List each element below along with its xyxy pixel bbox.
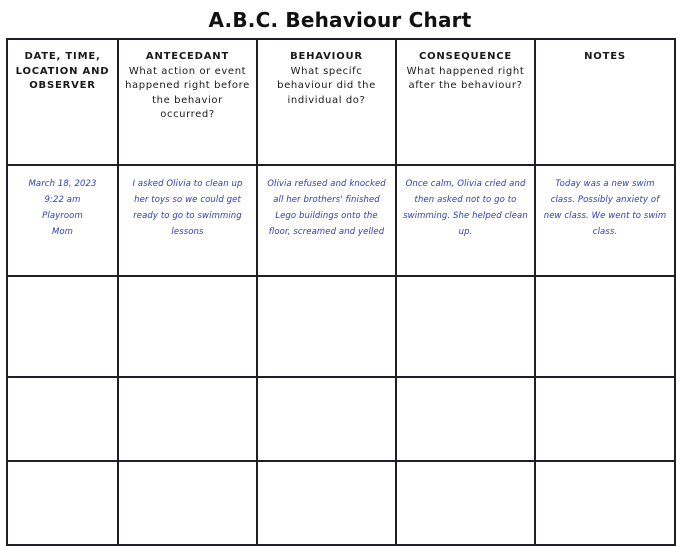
entry-consequence[interactable]	[396, 165, 535, 276]
blank-cell[interactable]	[257, 276, 396, 377]
column-title: NOTES	[584, 51, 626, 62]
page-title: A.B.C. Behaviour Chart	[208, 8, 472, 32]
blank-cell[interactable]	[396, 461, 535, 545]
column-subtitle: What happened right after the behaviour?	[406, 65, 525, 91]
header-date-time-location-observer	[7, 39, 118, 165]
blank-cell[interactable]	[118, 377, 257, 461]
blank-cell[interactable]	[535, 461, 675, 545]
blank-cell[interactable]	[257, 377, 396, 461]
header-row	[7, 39, 675, 165]
column-subtitle: What action or event happened right before the behavior occurred?	[125, 65, 250, 120]
blank-cell[interactable]	[7, 276, 118, 377]
blank-cell[interactable]	[257, 461, 396, 545]
table-row	[7, 461, 675, 545]
entry-notes-text: Today was a new swim class. Possibly anxiety of new class. We went to swim class.	[543, 179, 667, 237]
column-subtitle: What specifc behaviour did the individual do?	[277, 65, 376, 106]
column-title: ANTECEDANT	[145, 51, 230, 62]
blank-cell[interactable]	[396, 276, 535, 377]
blank-cell[interactable]	[396, 377, 535, 461]
blank-cell[interactable]	[118, 276, 257, 377]
entry-date: March 18, 2023	[28, 179, 97, 189]
entry-date-time-location-observer[interactable]	[7, 165, 118, 276]
column-title: DATE, TIME, LOCATION AND OBSERVER	[15, 51, 110, 91]
entry-antecedant[interactable]	[118, 165, 257, 276]
entry-consequence-text: Once calm, Olivia cried and then asked not to go to swimming. She helped clean up.	[403, 179, 528, 237]
entry-behaviour[interactable]	[257, 165, 396, 276]
entry-behaviour-text: Olivia refused and knocked all her brothers' finished Lego buildings onto the floor, screamed and yelled	[267, 179, 386, 237]
abc-chart-table	[6, 38, 676, 546]
table-row	[7, 377, 675, 461]
header-notes	[535, 39, 675, 165]
blank-cell[interactable]	[535, 276, 675, 377]
table-row	[7, 276, 675, 377]
column-title: BEHAVIOUR	[290, 51, 363, 62]
header-antecedant	[118, 39, 257, 165]
blank-cell[interactable]	[118, 461, 257, 545]
entry-time: 9:22 am	[44, 195, 81, 205]
entry-notes[interactable]	[535, 165, 675, 276]
table-row	[7, 165, 675, 276]
blank-cell[interactable]	[7, 461, 118, 545]
entry-antecedant-text: I asked Olivia to clean up her toys so we could get ready to go to swimming lessons	[132, 179, 243, 237]
header-consequence	[396, 39, 535, 165]
header-behaviour	[257, 39, 396, 165]
column-title: CONSEQUENCE	[418, 51, 513, 62]
blank-cell[interactable]	[7, 377, 118, 461]
entry-location: Playroom	[42, 211, 83, 221]
entry-observer: Mom	[51, 227, 74, 237]
blank-cell[interactable]	[535, 377, 675, 461]
